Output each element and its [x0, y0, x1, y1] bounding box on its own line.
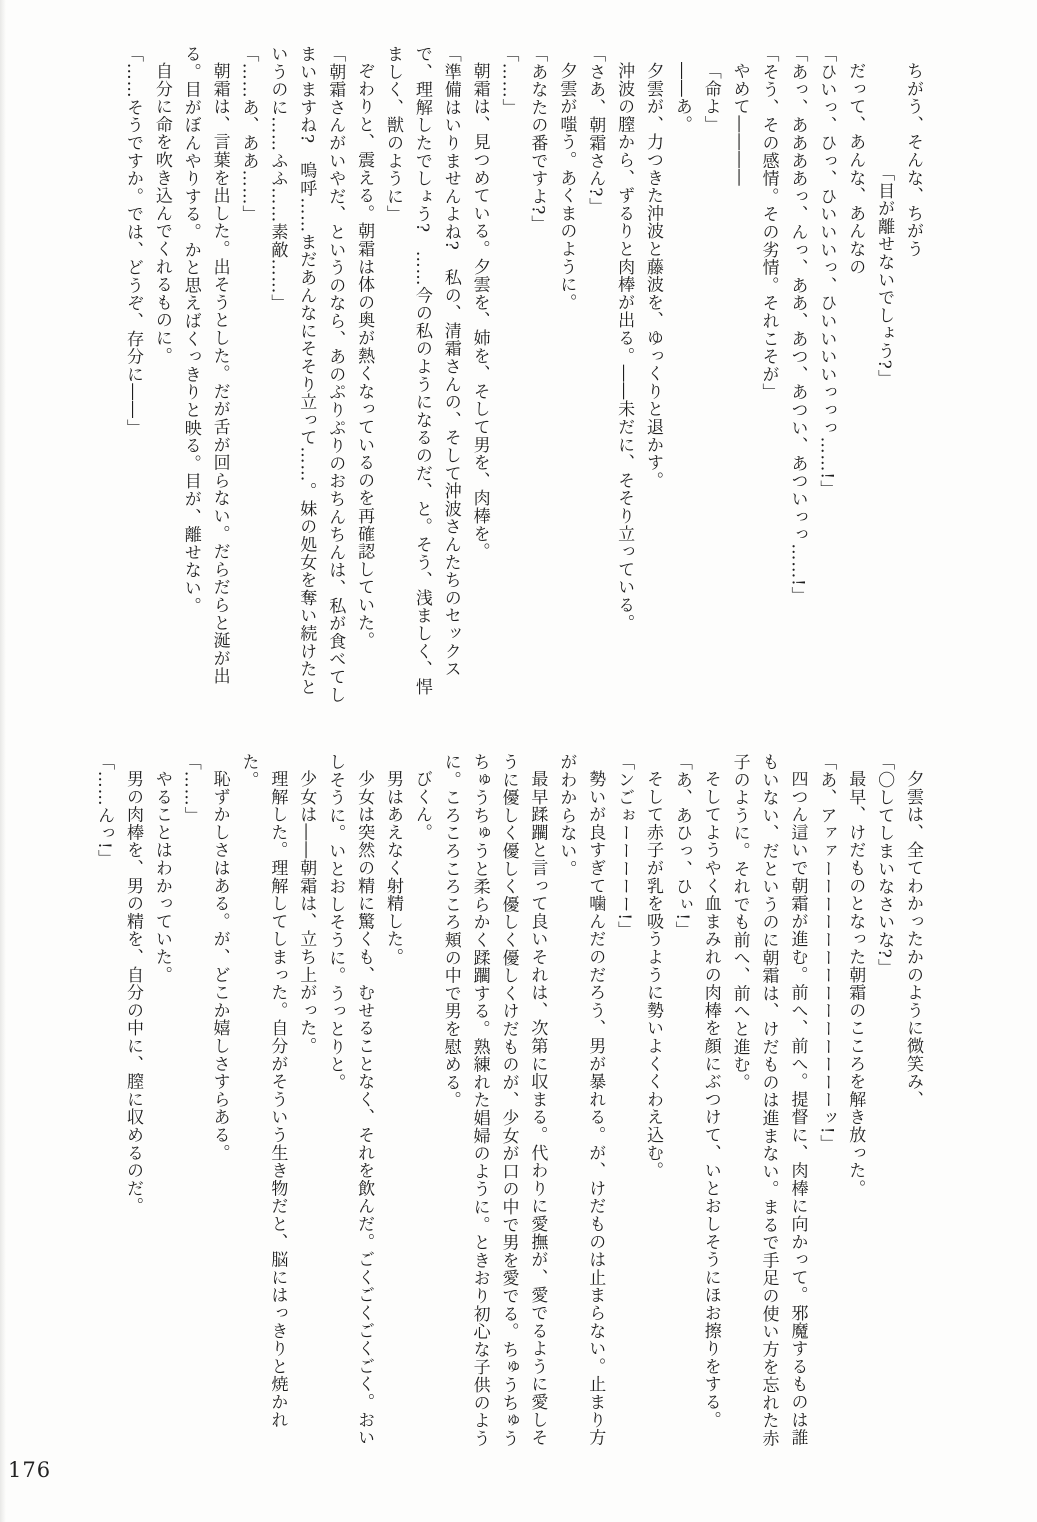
text-line: 「ひいっ、ひっ、ひいいいっ、ひいいいいっっっ……!」: [816, 45, 837, 498]
top-text-block: [118, 45, 927, 707]
text-line: 「……」: [180, 753, 201, 825]
text-line: 「……んっ!」: [94, 753, 115, 868]
page-number: 176: [8, 1458, 52, 1482]
text-line: 「目が離せないでしょう?」: [874, 164, 895, 388]
text-line: 「……そうですか。では、どうぞ、存分に――」: [122, 45, 143, 437]
text-line: 夕雲が嗤う。あくまのように。: [556, 62, 577, 312]
text-line: 「さあ、朝霜さん?」: [585, 45, 606, 216]
text-line: びくん。: [411, 770, 432, 842]
text-line: 「命よ」: [700, 62, 721, 134]
text-line: 少女は突然の精に驚くも、むせることなく、それを飲んだ。ごくごくごくごく。おいしそうに。いとおしそうに。うっとりと。: [325, 753, 375, 1447]
text-line: ちがう、そんな、ちがう: [903, 62, 923, 258]
text-line: やることはわかっていた。: [151, 770, 172, 984]
text-line: 「準備はいりませんよね? 私の、清霜さんの、そして沖波さんたちのセックスで、理解したでしょう? ……今の私のようになるのだ、と。そう、浅ましく、悍ましく、獣のように」: [382, 45, 461, 696]
text-line: 夕雲は、全てわかったかのように微笑み、: [903, 770, 923, 1109]
text-line: そしてようやく血まみれの肉棒を顔にぶつけて、いとおしそうにほお擦りをする。: [700, 770, 721, 1429]
text-line: 夕雲が、力つきた沖波と藤波を、ゆっくりと退かす。: [642, 62, 663, 490]
text-line: 「ンごぉーーーーー!」: [614, 753, 635, 939]
text-line: 恥ずかしさはある。が、どこか嬉しさすらある。: [209, 770, 230, 1162]
text-line: 男はあえなく射精した。: [382, 770, 403, 966]
text-line: 「……あ、ああ……」: [238, 45, 259, 223]
bottom-text-block: [89, 753, 927, 1461]
text-line: ぞわりと、震える。朝霜は体の奥が熱くなっているのを再確認していた。: [354, 62, 375, 650]
text-line: 「そう、その感情。その劣情。それこそが」: [758, 45, 779, 401]
text-line: 朝霜は、見つめている。夕雲を、姉を、そして男を、肉棒を。: [469, 62, 490, 561]
text-line: 男の肉棒を、男の精を、自分の中に、膣に収めるのだ。: [122, 770, 143, 1215]
text-line: 四つん這いで朝霜が進む。前へ、前へ。提督に、肉棒に向かって。邪魔するものは誰もいない、だというのに朝霜は、けだものは進まない。まるで手足の使い方を忘れた赤子のように。それでも前へ、前へと進む。: [729, 753, 808, 1448]
text-line: 「〇してしまいなさいな?」: [874, 753, 895, 977]
text-line: 少女は――朝霜は、立ち上がった。: [296, 770, 317, 1055]
text-line: 理解した。理解してしまった。自分がそういう生き物だと、脳にはっきりと焼かれた。: [238, 753, 288, 1429]
text-line: 自分に命を吹き込んでくれるものに。: [151, 62, 172, 365]
text-line: 「あ、アァァーーーーーーーーーーーーーーッ!」: [816, 753, 837, 1153]
text-line: 「あっ、ああああっ、んっ、ああ、あつ、あつい、あついっっ……!」: [787, 45, 808, 605]
text-line: 最早、けだものとなった朝霜のこころを解き放った。: [845, 770, 866, 1198]
text-line: 「朝霜さんがいやだ、というのなら、あのぷりぷりのおちんちんは、私が食べてしまいますね? 嗚呼……まだあんなにそそり立って……。妹の処女を奪い続けたというのに……ふふ……素敵……」: [267, 45, 346, 704]
text-line: だって、あんな、あんなの: [845, 62, 866, 276]
text-line: 勢いが良すぎて噛んだのだろう、男が暴れる。が、けだものは止まらない。止まり方がわからない。: [556, 753, 606, 1447]
text-line: 最早蹂躙と言って良いそれは、次第に収まる。代わりに愛撫が、愛でるように愛しそうに優しく優しく優しく優しくけだものが、少女が口の中で男を愛でる。ちゅうちゅうちゅうちゅうと柔らかく蹂躙する。熟練れた娼婦のように。ときおり初心な子供のように。ころころころころ頬の中で男を慰める。: [440, 753, 548, 1448]
text-line: 朝霜は、言葉を出した。出そうとした。だが舌が回らない。だらだらと涎が出る。目がぼんやりする。かと思えばくっきりと映る。目が、離せない。: [180, 45, 230, 685]
text-line: 「……」: [498, 45, 519, 117]
text-line: そして赤子が乳を吸うように勢いよくくわえ込む。: [642, 770, 663, 1180]
text-line: ――あ。: [671, 62, 692, 134]
text-line: やめて――――: [729, 62, 750, 187]
text-line: 沖波の膣から、ずるりと肉棒が出る。――未だに、そそり立っている。: [614, 62, 635, 632]
text-line: 「あ、あひっ、ひぃ!」: [671, 753, 692, 939]
text-line: 「あなたの番ですよ?」: [527, 45, 548, 233]
